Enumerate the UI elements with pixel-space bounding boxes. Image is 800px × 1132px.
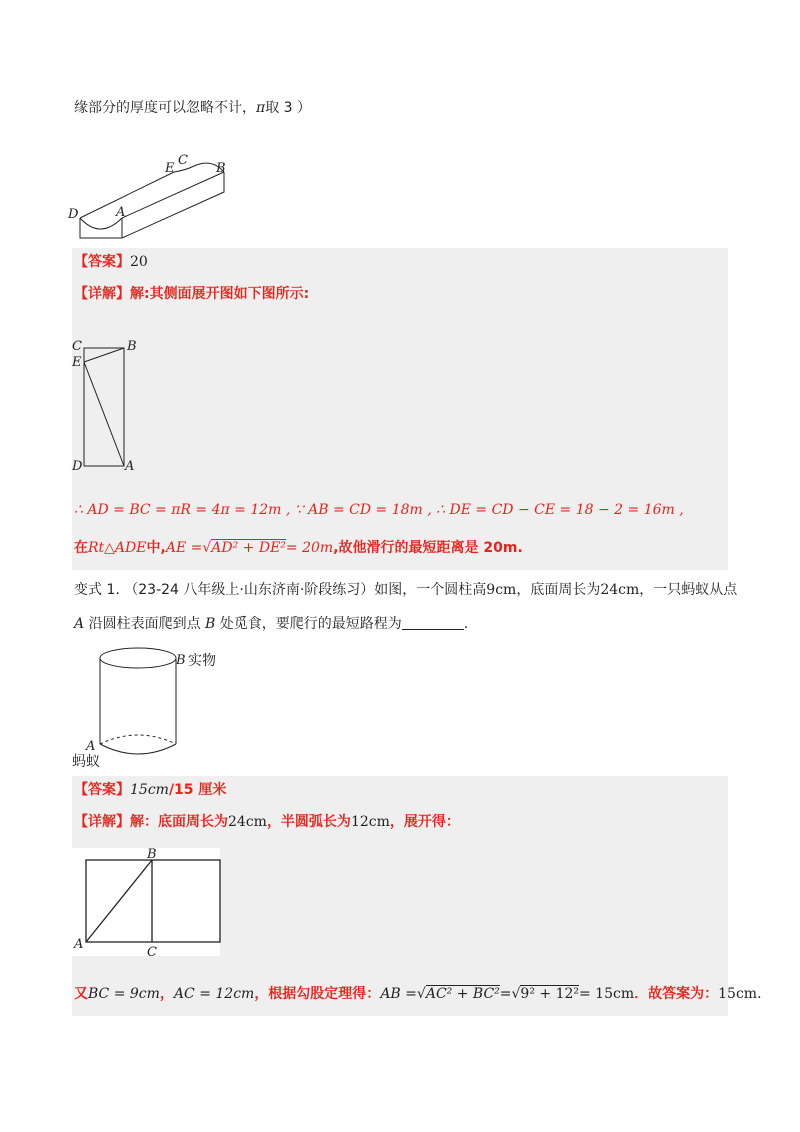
unfold-figure-1: [70, 338, 150, 474]
intro-text: 缘部分的厚度可以忽略不计，: [74, 100, 256, 116]
answer-tag: 【答案】: [74, 254, 130, 270]
intro-line: [74, 98, 311, 118]
eq2-triangle: Rt△ADE: [88, 540, 147, 556]
variant-text-d: 沿圆柱表面爬到点: [84, 616, 206, 632]
final-radicand-2: 9² + 12²: [520, 986, 579, 1002]
sqrt-symbol: √: [202, 540, 212, 556]
unfold1-label-c: C: [72, 339, 82, 354]
detail-text-c: ，展开得：: [389, 814, 460, 830]
detail-text: 解:其侧面展开图如下图所示:: [130, 286, 310, 302]
detail-tag: 【详解】: [74, 814, 130, 830]
answer-value: 20: [130, 254, 148, 270]
variant-point-a: A: [74, 616, 85, 632]
fig1-label-e: E: [165, 161, 175, 176]
unfold1-label-d: D: [72, 459, 83, 474]
fig1-label-a: A: [116, 205, 126, 220]
eq2-mid: 中,: [146, 540, 166, 556]
intro-tail: 取 3 ）: [265, 100, 312, 116]
final-ab-rhs: = 15cm: [579, 986, 635, 1002]
answer-line-2: [74, 780, 226, 800]
final-text: ，根据勾股定理得：: [254, 986, 381, 1002]
answer-alt: /15 厘米: [168, 782, 227, 798]
eq2-tail: ,故他滑行的最短距离是 20m.: [333, 540, 523, 556]
variant-text-b: ，底面周长为: [516, 582, 601, 598]
variant-line-2: [74, 614, 468, 634]
fig1-label-d: D: [68, 207, 79, 222]
cylinder-label-b: B: [176, 653, 186, 668]
ant-label: 蚂蚁: [72, 754, 100, 770]
eq2-lhs: AE =: [165, 540, 203, 556]
eq2-rhs: = 20m: [285, 540, 334, 556]
unfold1-label-a: A: [125, 459, 135, 474]
detail-text-b: ，半圆弧长为: [266, 814, 351, 830]
final-eq: =: [499, 986, 512, 1002]
variant-text-a: 如图，一个圆柱高: [374, 582, 487, 598]
equation-1: ∴ AD = BC = πR = 4π = 12m , ∵ AB = CD = 18m , ∴ DE = CD − CE = 18 − 2 = 16m ,: [74, 502, 684, 518]
variant-text-e: 处觅食，要爬行的最短路程为: [215, 616, 402, 632]
detail-perimeter: 24cm: [228, 814, 267, 830]
cylinder-figure: [70, 640, 240, 772]
final-ab-lhs: AB =: [380, 986, 417, 1002]
cylinder-label-a: A: [86, 739, 96, 754]
answer-line-1: [74, 252, 148, 272]
unfold2-label-c: C: [147, 945, 157, 958]
unfold1-label-e: E: [72, 355, 82, 370]
pi-symbol: π: [256, 100, 266, 116]
variant-label: 变式 1.: [74, 582, 120, 598]
final-period: ．故答案为：: [634, 986, 719, 1002]
unfold2-label-a: A: [74, 937, 84, 952]
unfold-figure-2: [72, 844, 222, 958]
detail-arc: 12cm: [350, 814, 390, 830]
sqrt-symbol: √: [511, 986, 521, 1002]
answer-tag: 【答案】: [74, 782, 130, 798]
unfold1-label-b: B: [127, 339, 137, 354]
final-comma: ，: [159, 986, 174, 1002]
variant-point-b: B: [205, 616, 216, 632]
detail-tag: 【详解】: [74, 286, 130, 302]
sqrt-symbol: √: [416, 986, 426, 1002]
detail-line-1: [74, 284, 309, 304]
answer-blank: [402, 615, 464, 630]
detail-line-2: [74, 812, 460, 832]
eq2-radicand: AD² + DE²: [211, 540, 286, 556]
final-end: .: [757, 986, 762, 1002]
fig1-label-c: C: [178, 153, 188, 168]
unfold2-label-b: B: [147, 847, 157, 862]
final-answer: 15cm: [718, 986, 758, 1002]
variant-end: .: [463, 616, 469, 632]
answer-value: 15cm: [130, 782, 169, 798]
variant-line-1: [74, 580, 737, 600]
final-bc: BC = 9cm: [88, 986, 160, 1002]
final-ac: AC = 12cm: [173, 986, 255, 1002]
detail-text-a: 解：底面周长为: [130, 814, 228, 830]
variant-source: （23-24 八年级上·山东济南·阶段练习）: [124, 582, 375, 598]
equation-2: [74, 538, 523, 558]
final-prefix: 又: [74, 986, 88, 1002]
food-label: 实物: [188, 653, 216, 669]
variant-height: 9cm: [486, 582, 517, 598]
halfpipe-figure: [66, 152, 236, 242]
final-radicand-1: AC² + BC²: [425, 986, 500, 1002]
final-line: [74, 984, 762, 1004]
variant-perimeter: 24cm: [600, 582, 640, 598]
eq2-prefix: 在: [74, 540, 88, 556]
fig1-label-b: B: [216, 161, 226, 176]
variant-text-c: ，一只蚂蚁从点: [639, 582, 738, 598]
